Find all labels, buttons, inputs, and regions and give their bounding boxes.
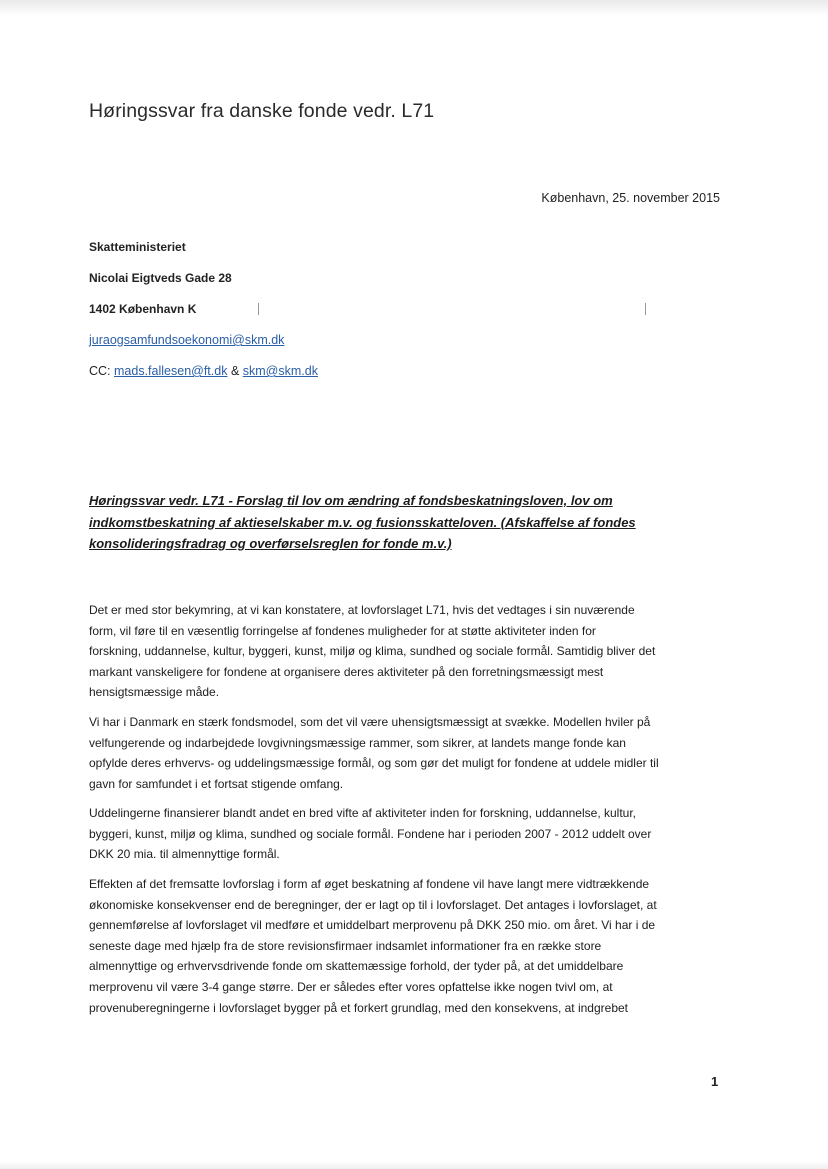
scan-mark-left (258, 303, 259, 315)
paragraph-line: markant vanskeligere for fondene at organisere deres aktiviteter på den forretningsmæssigt mest (89, 664, 604, 679)
subject-line: konsolideringsfradrag og overførselsreglen for fonde m.v.) (89, 536, 452, 551)
body-paragraph-4 (89, 874, 729, 1018)
cc-separator: & (230, 364, 240, 378)
paragraph-line: merprovenu vil være 3-4 gange større. Der er således efter vores opfattelse ikke nogen tvivl om, at (89, 979, 613, 994)
paragraph-line: Uddelingerne finansierer blandt andet en bred vifte af aktiviteter inden for forskning, uddannelse, kultur, (89, 806, 637, 820)
document-title: Høringssvar fra danske fonde vedr. L71 (89, 100, 435, 122)
paragraph-line: velfungerende og indarbejdede lovgivningsmæssige rammer, som sikrer, at landets mange fonde kan (89, 735, 626, 750)
cc-line (89, 364, 318, 378)
recipient-name: Skatteministeriet (89, 240, 186, 254)
subject-line: indkomstbeskatning af aktieselskaber m.v. og fusionsskatteloven. (Afskaffelse af fondes (89, 514, 636, 530)
recipient-city: 1402 København K (89, 302, 197, 316)
subject-heading (89, 490, 689, 555)
page-number: 1 (711, 1074, 719, 1089)
paragraph-line: forskning, uddannelse, kultur, byggeri, kunst, miljø og klima, sundhed og sociale formål. Samtidig bliver det (89, 644, 656, 659)
paragraph-line: Vi har i Danmark en stærk fondsmodel, som det vil være uhensigtsmæssigt at svække. Modellen hviler på (89, 715, 651, 729)
paragraph-line: hensigtsmæssige måde. (89, 685, 220, 700)
recipient-email-link[interactable]: juraogsamfundsoekonomi@skm.dk (89, 333, 285, 347)
paragraph-line: Effekten af det fremsatte lovforslag i form af øget beskatning af fondene vil have langt mere vidtrækkende (89, 877, 650, 891)
paragraph-line: byggeri, kunst, miljø og klima, sundhed og sociale formål. Fondene har i perioden 2007 - 2012 uddelt over (89, 826, 652, 841)
paragraph-line: form, vil føre til en væsentlig forringelse af fondenes muligheder for at støtte aktiviteter inden for (89, 623, 596, 638)
subject-line: Høringssvar vedr. L71 - Forslag til lov om ændring af fondsbeskatningsloven, lov om (89, 493, 613, 508)
scan-bottom-edge (0, 1161, 828, 1169)
recipient-street: Nicolai Eigtveds Gade 28 (89, 271, 232, 285)
body-paragraph-2 (89, 712, 729, 794)
scan-top-edge (0, 0, 828, 16)
cc-email-link-2[interactable]: skm@skm.dk (242, 364, 318, 378)
date-line: København, 25. november 2015 (541, 191, 720, 205)
paragraph-line: gavn for samfundet i et fortsat stigende omfang. (89, 776, 344, 791)
body-paragraph-3 (89, 803, 729, 865)
paragraph-line: Det er med stor bekymring, at vi kan konstatere, at lovforslaget L71, hvis det vedtages i sin nuværende (89, 603, 635, 617)
paragraph-line: almennyttige og erhvervsdrivende fonde om skattemæssige forhold, der tyder på, at det umiddelbare (89, 959, 624, 974)
paragraph-line: opfylde deres erhvervs- og uddelingsmæssige formål, og som gør det muligt for fondene at uddele midler til (89, 756, 659, 771)
body-paragraph-1 (89, 600, 729, 703)
paragraph-line: seneste dage med hjælp fra de store revisionsfirmaer indsamlet informationer fra en række store (89, 938, 602, 953)
paragraph-line: gennemførelse af lovforslaget vil medføre et umiddelbart merprovenu på DKK 250 mio. om året. Vi har i de (89, 918, 656, 933)
paragraph-line: DKK 20 mia. til almennyttige formål. (89, 847, 280, 862)
cc-label: CC: (89, 364, 111, 378)
paragraph-line: økonomiske konsekvenser end de beregninger, der er lagt op til i lovforslaget. Det antages i lovforslaget, at (89, 897, 657, 912)
scan-mark-right (645, 303, 646, 315)
cc-email-link-1[interactable]: mads.fallesen@ft.dk (114, 364, 228, 378)
paragraph-line: provenuberegningerne i lovforslaget bygger på et forkert grundlag, med den konsekvens, at indgrebet (89, 1000, 629, 1015)
